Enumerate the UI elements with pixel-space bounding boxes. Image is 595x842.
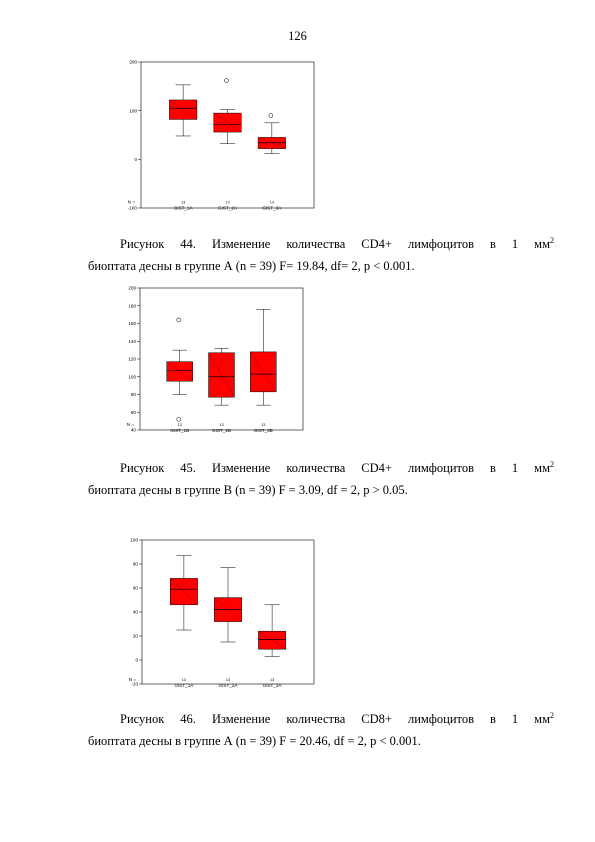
boxplot-figure-44	[115, 60, 320, 222]
y-tick-label: 120	[128, 356, 136, 362]
y-tick-label: 80	[132, 561, 138, 567]
y-tick-label: 200	[128, 285, 136, 291]
boxplot-figure-46	[115, 536, 320, 698]
x-category-label: GIST_3B	[253, 428, 273, 433]
y-tick-label: 180	[128, 303, 136, 309]
caption-44-line2: биоптата десны в группе А (n = 39) F= 19.84, df= 2, p < 0.001.	[88, 259, 415, 274]
y-tick-label: 100	[130, 537, 138, 543]
x-category-label: GIST_2B	[212, 428, 231, 433]
page-number: 126	[288, 29, 307, 43]
y-tick-label: 40	[130, 427, 136, 433]
box-GIST_2A	[214, 78, 242, 143]
caption-46-line2: биоптата десны в группе А (n = 39) F = 20.46, df = 2, p < 0.001.	[88, 734, 421, 749]
box-GIST_1A	[170, 556, 197, 630]
y-tick-label: 60	[130, 409, 136, 415]
boxplot-44-svg	[115, 60, 320, 222]
n-value: 13	[219, 423, 224, 427]
box-GIST_2B	[209, 348, 235, 405]
outlier-point	[177, 417, 181, 421]
x-category-label: GIST_3A	[262, 683, 282, 688]
n-value: 13	[177, 423, 182, 427]
y-tick-label: 60	[132, 585, 138, 591]
x-category-label: GIST_1A	[173, 205, 193, 211]
x-category-label: GIST_1B	[170, 428, 190, 433]
y-tick-label: 200	[129, 59, 137, 65]
y-tick-label: -100	[127, 205, 137, 211]
x-category-label: GIST_2A	[218, 683, 238, 688]
y-tick-label: 0	[134, 156, 137, 162]
caption-figure-45	[88, 454, 554, 501]
y-tick-label: 140	[128, 338, 136, 344]
caption-figure-46	[88, 705, 554, 752]
y-tick-label: 100	[128, 374, 136, 380]
box-GIST_3A	[258, 605, 285, 657]
y-tick-label: 40	[132, 609, 138, 615]
box-GIST_2A	[214, 568, 241, 642]
box-GIST_3B	[250, 309, 276, 405]
caption-46-line1: Рисунок 46. Изменение количества CD8+ лимфоцитов в 1 мм	[120, 712, 550, 727]
y-tick-label: -20	[131, 681, 138, 687]
n-value: 13	[181, 200, 186, 205]
n-label: N =	[128, 677, 136, 682]
box-GIST_3A	[258, 114, 286, 154]
n-label: N =	[127, 199, 135, 205]
boxplot-46-svg	[115, 536, 320, 698]
y-tick-label: 20	[132, 633, 138, 639]
box-GIST_1A	[169, 85, 197, 136]
n-value: 13	[225, 200, 230, 205]
outlier-point	[225, 78, 229, 82]
outlier-point	[269, 114, 273, 118]
caption-44-superscript: 2	[550, 236, 554, 245]
n-value: 13	[269, 678, 275, 682]
caption-45-line1: Рисунок 45. Изменение количества CD4+ лимфоцитов в 1 мм	[120, 461, 550, 476]
y-tick-label: 160	[128, 321, 136, 327]
n-value: 13	[181, 678, 187, 682]
x-category-label: GIST_2A	[218, 205, 237, 211]
boxplot-figure-45	[112, 286, 312, 446]
caption-45-superscript: 2	[550, 460, 554, 469]
n-label: N =	[126, 422, 134, 427]
n-value: 13	[269, 200, 274, 205]
caption-45-line2: биоптата десны в группе В (n = 39) F = 3.09, df = 2, p > 0.05.	[88, 483, 408, 498]
y-tick-label: 0	[135, 657, 138, 663]
boxplot-45-svg	[112, 286, 312, 446]
n-value: 13	[261, 423, 266, 427]
x-category-label: GIST_1A	[174, 683, 194, 688]
caption-figure-44	[88, 230, 554, 277]
caption-46-superscript: 2	[550, 711, 554, 720]
y-tick-label: 80	[130, 392, 136, 398]
outlier-point	[177, 318, 181, 322]
caption-44-line1: Рисунок 44. Изменение количества CD4+ лимфоцитов в 1 мм	[120, 237, 550, 252]
n-value: 13	[225, 678, 231, 682]
y-tick-label: 100	[129, 108, 137, 114]
x-category-label: GIST_3A	[262, 205, 282, 211]
box-GIST_1B	[167, 318, 193, 421]
